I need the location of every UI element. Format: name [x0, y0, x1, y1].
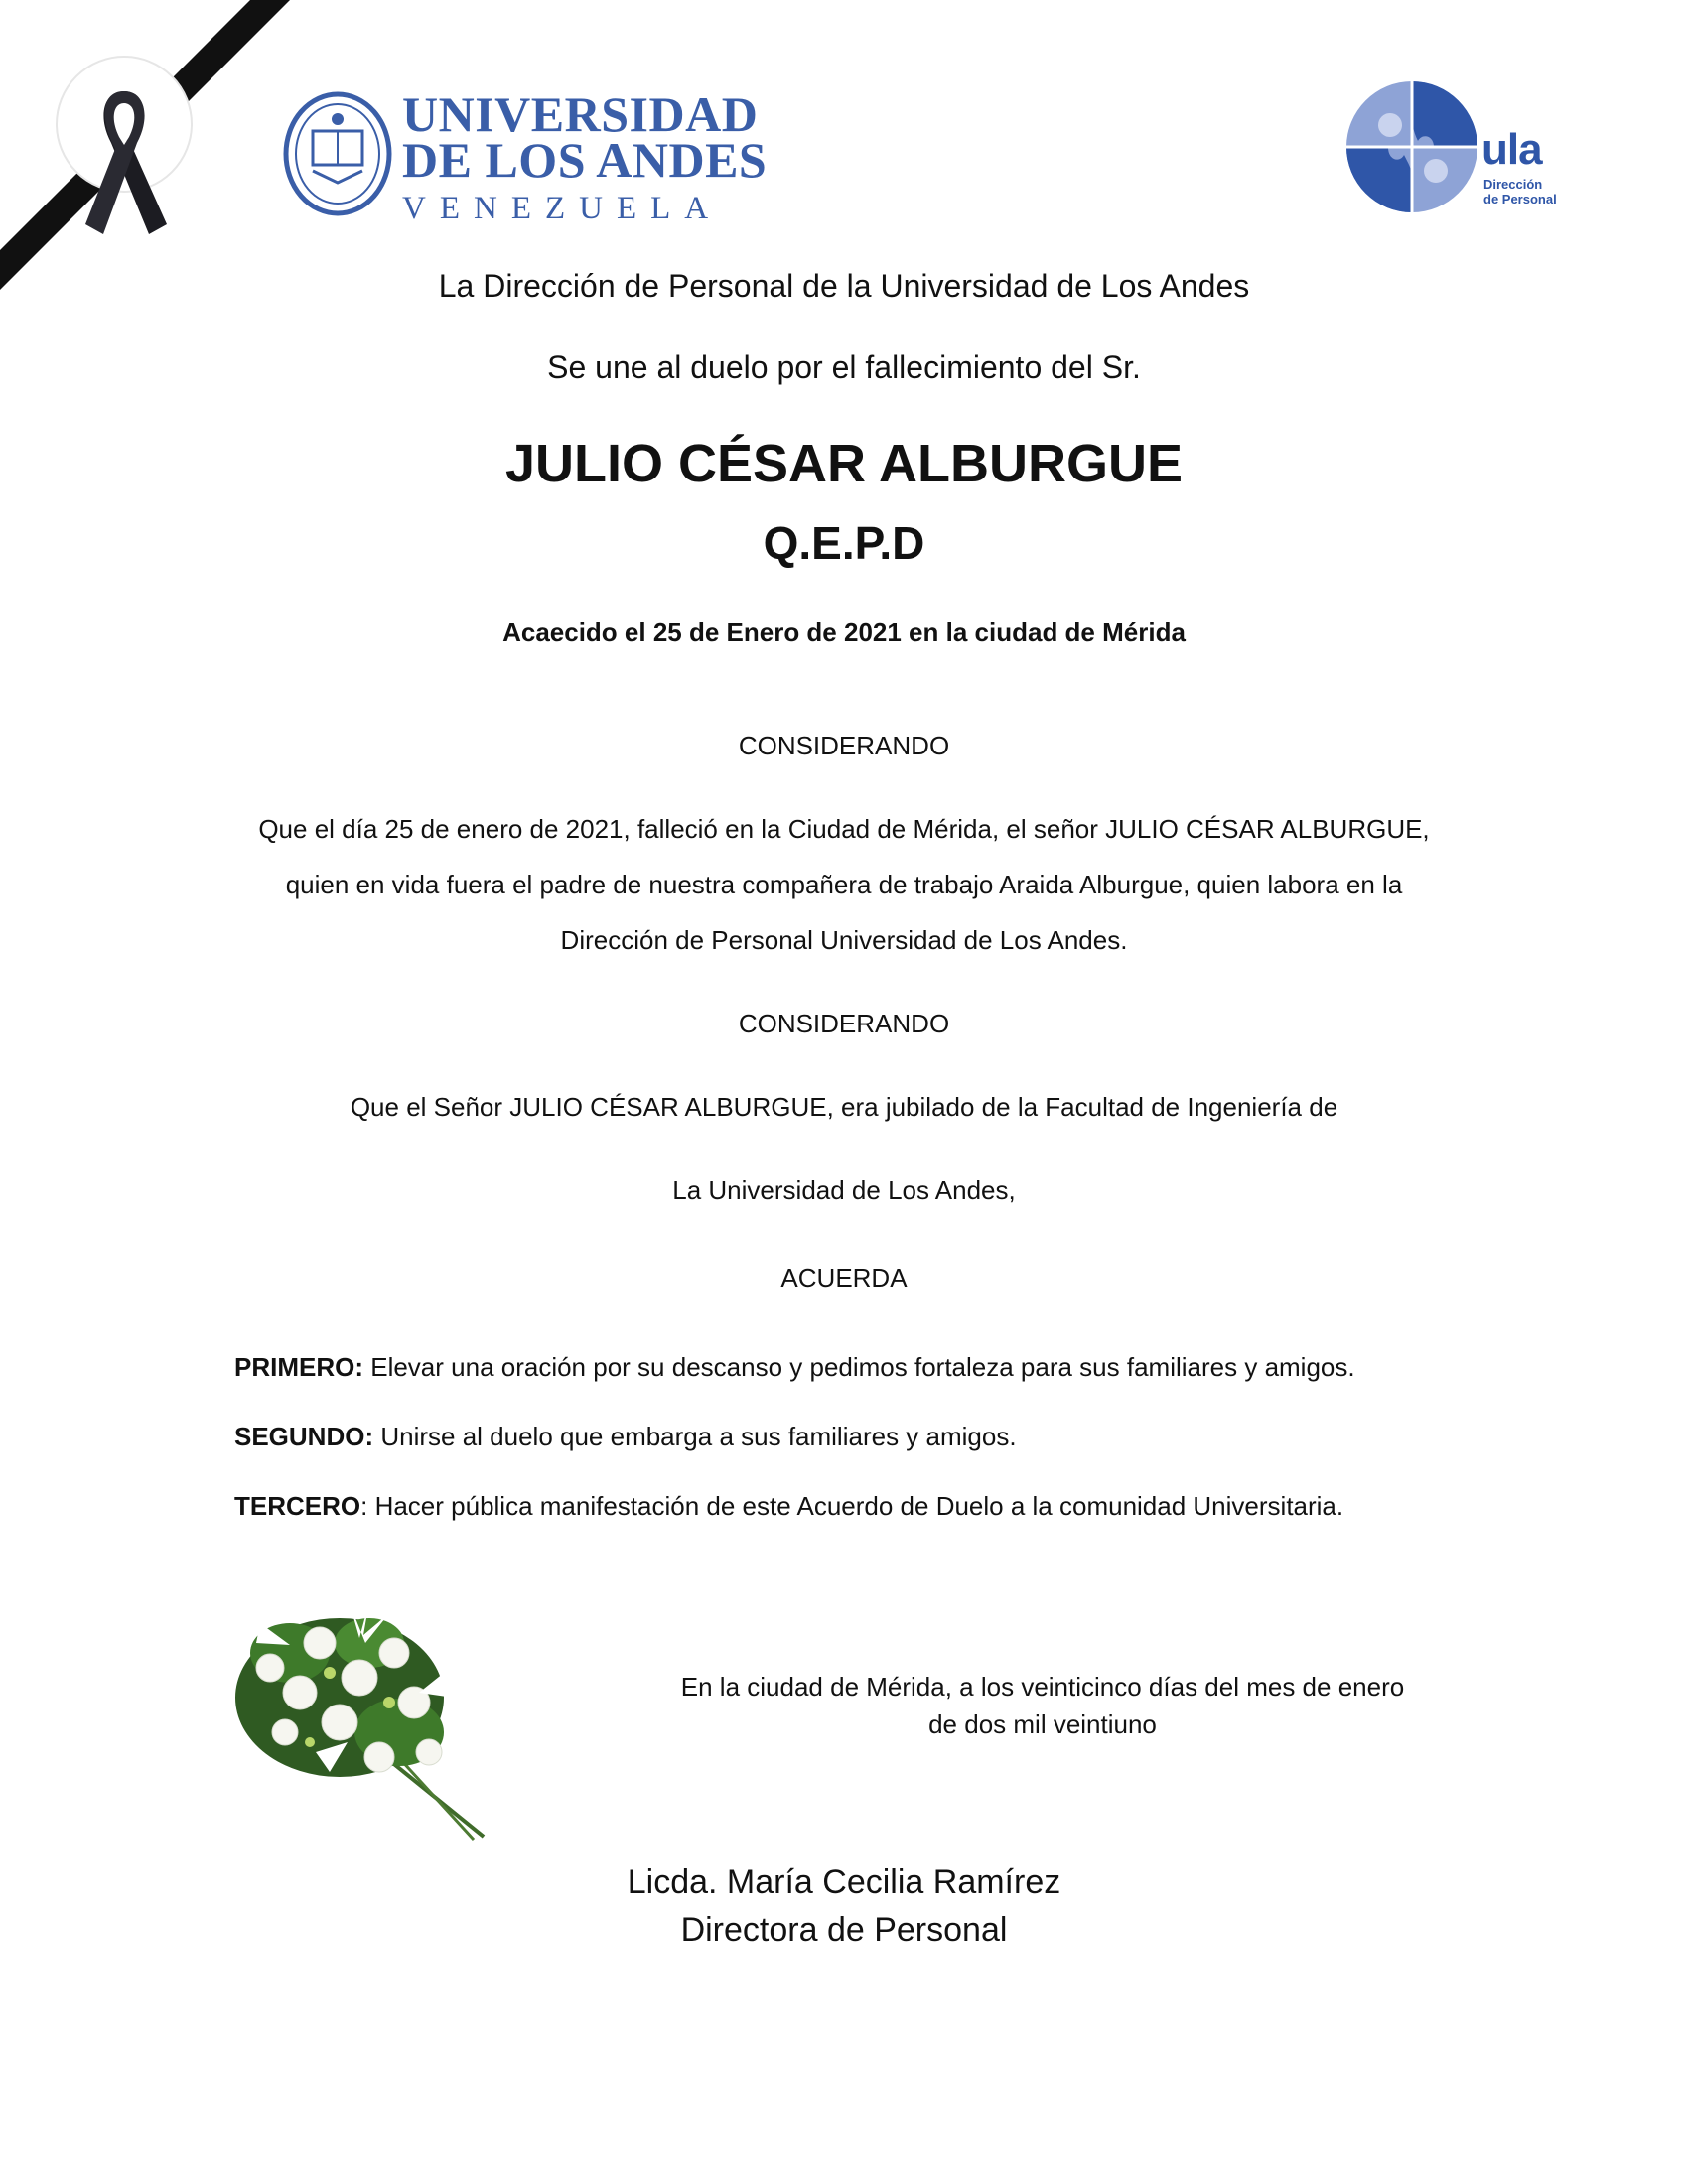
acuerda-item-label: TERCERO	[234, 1491, 361, 1521]
considerando-1-heading: CONSIDERANDO	[738, 731, 950, 760]
logo-line-universidad: UNIVERSIDAD	[402, 86, 759, 142]
acuerda-item-text: Unirse al duelo que embarga a sus familiares y amigos.	[373, 1422, 1017, 1451]
university-seal-icon	[283, 91, 392, 216]
considerando-2-line-1: Que el Señor JULIO CÉSAR ALBURGUE, era jubilado de la Facultad de Ingeniería de	[350, 1092, 1338, 1122]
acuerda-item-text: Elevar una oración por su descanso y pedimos fortaleza para sus familiares y amigos.	[363, 1352, 1355, 1382]
acuerda-item-label: SEGUNDO:	[234, 1422, 374, 1451]
deceased-name: JULIO CÉSAR ALBURGUE	[504, 434, 1184, 493]
considerando-1-line-2: quien en vida fuera el padre de nuestra compañera de trabajo Araida Alburgue, quien labora en la	[285, 870, 1403, 899]
closing-line-2: de dos mil veintiuno	[928, 1709, 1157, 1739]
closing-line-1: En la ciudad de Mérida, a los veinticinco días del mes de enero	[680, 1672, 1405, 1702]
white-flower-bouquet-icon	[230, 1583, 498, 1842]
universidad-de-los-andes-logo	[283, 86, 768, 226]
acuerda-item-primero	[234, 1352, 1525, 1383]
signatory-title: Directora de Personal	[680, 1911, 1008, 1949]
dp-logo-sub1: Dirección	[1483, 177, 1543, 192]
considerando-1-line-1: Que el día 25 de enero de 2021, falleció en la Ciudad de Mérida, el señor JULIO CÉSAR ALBURGUE,	[258, 814, 1430, 844]
qepd: Q.E.P.D	[763, 517, 925, 569]
death-date-line: Acaecido el 25 de Enero de 2021 en la ciudad de Mérida	[502, 617, 1186, 647]
intro-line-1: La Dirección de Personal de la Universidad de Los Andes	[438, 268, 1250, 304]
considerando-1-line-3: Dirección de Personal Universidad de Los Andes.	[560, 925, 1128, 955]
acuerda-item-label: PRIMERO:	[234, 1352, 363, 1382]
acuerda-item-text: : Hacer pública manifestación de este Acuerdo de Duelo a la comunidad Universitaria.	[360, 1491, 1344, 1521]
dp-logo-ula-text: ula	[1481, 125, 1542, 174]
considerando-2-heading: CONSIDERANDO	[738, 1009, 950, 1038]
signatory-name: Licda. María Cecilia Ramírez	[627, 1863, 1061, 1901]
dp-logo-subtitle	[1483, 177, 1557, 206]
acuerda-item-tercero	[234, 1491, 1525, 1522]
direccion-de-personal-logo	[1342, 77, 1571, 226]
closing-statement	[635, 1668, 1450, 1743]
acuerda-item-segundo	[234, 1422, 1525, 1452]
considerando-2-line-2: La Universidad de Los Andes,	[672, 1175, 1016, 1205]
puzzle-people-icon	[1342, 77, 1481, 216]
dp-logo-sub2: de Personal	[1483, 192, 1557, 206]
mourning-ribbon-icon	[0, 0, 298, 298]
logo-line-venezuela: VENEZUELA	[402, 191, 723, 226]
logo-line-de-los-andes: DE LOS ANDES	[402, 132, 768, 188]
acuerda-heading: ACUERDA	[780, 1263, 908, 1293]
intro-line-2: Se une al duelo por el fallecimiento del Sr.	[547, 349, 1141, 385]
